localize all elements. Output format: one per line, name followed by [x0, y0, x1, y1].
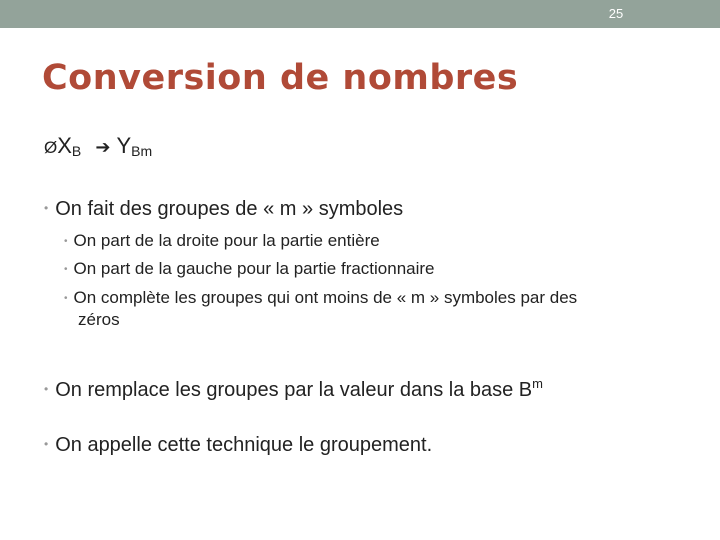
sub-bullet-text: On part de la droite pour la partie entière: [73, 231, 380, 250]
formula-left-var: X: [57, 133, 72, 158]
arrow-marker-icon: Ø: [44, 138, 58, 157]
bullet-dot-icon: •: [64, 264, 68, 275]
formula-right-var: Y: [116, 133, 132, 158]
bullet-text: On appelle cette technique le groupement.: [55, 434, 433, 456]
sub-bullet-continuation: zéros: [78, 310, 120, 329]
bullet-dot-icon: •: [44, 201, 49, 215]
bullet-item: [44, 198, 403, 221]
right-arrow-icon: ➔: [95, 137, 111, 157]
base-exponent: m: [532, 376, 543, 391]
bullet-text: On fait des groupes de « m » symboles: [55, 198, 404, 220]
bullet-item: [44, 376, 543, 402]
bullet-text: On remplace les groupes par la valeur dans la base B: [55, 379, 533, 401]
bullet-dot-icon: •: [64, 236, 68, 247]
formula-left-base: B: [71, 143, 82, 159]
conversion-formula: [44, 133, 152, 159]
formula-right-base: Bm: [131, 143, 153, 159]
sub-bullet-item: [64, 258, 684, 280]
bullet-dot-icon: •: [64, 293, 68, 304]
sub-bullet-item: [64, 230, 684, 252]
slide-title: Conversion de nombres: [42, 58, 519, 98]
sub-bullet-item: [64, 287, 684, 330]
bullet-dot-icon: •: [44, 437, 49, 451]
bullet-item: [44, 434, 432, 457]
sub-bullet-text: On complète les groupes qui ont moins de « m » symboles par des: [73, 288, 578, 307]
sub-bullet-text: On part de la gauche pour la partie fractionnaire: [73, 259, 435, 278]
slide-number: 25: [608, 6, 624, 21]
bullet-dot-icon: •: [44, 382, 49, 396]
